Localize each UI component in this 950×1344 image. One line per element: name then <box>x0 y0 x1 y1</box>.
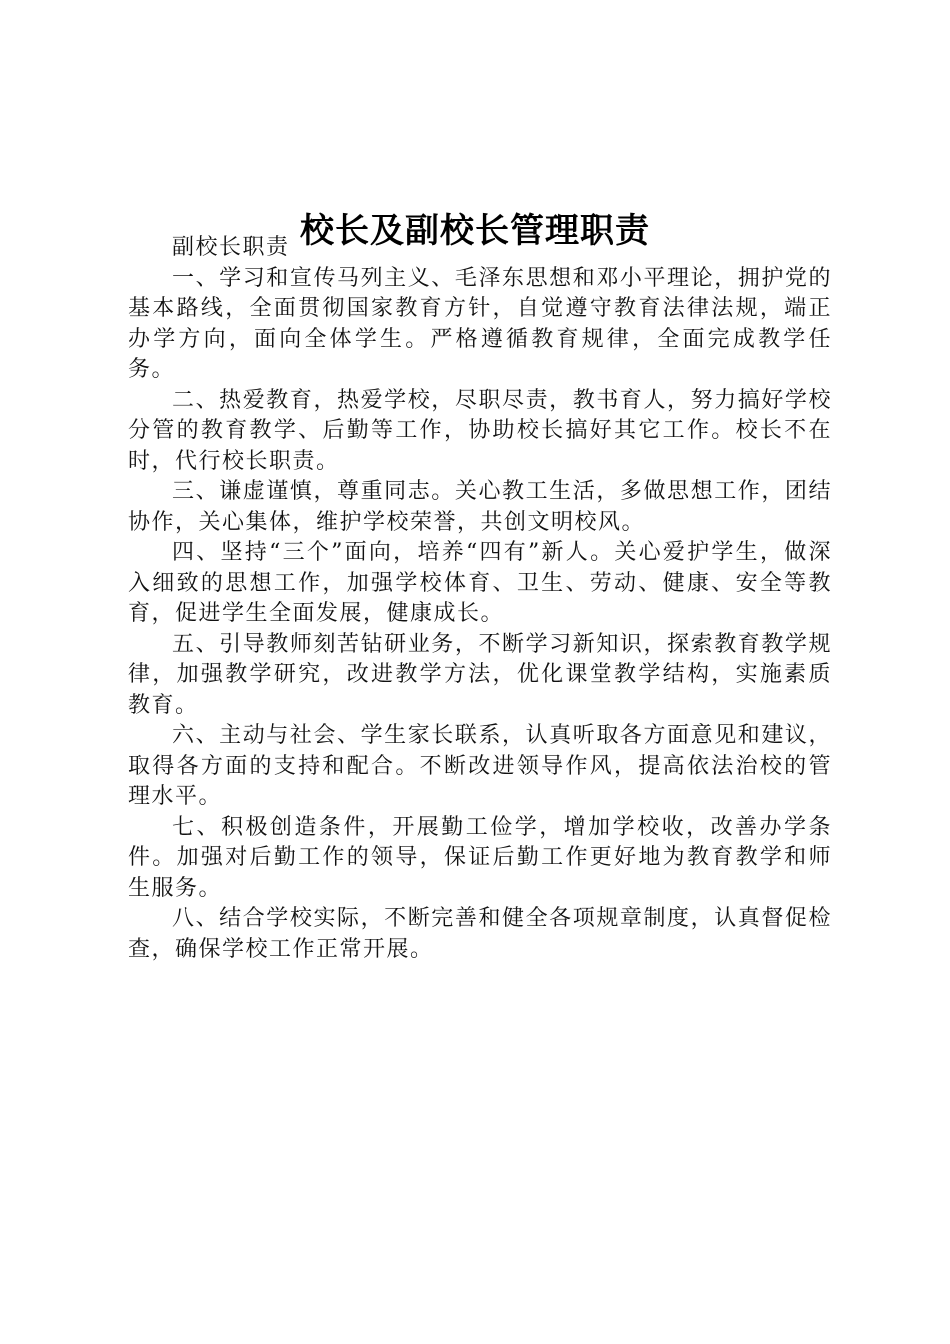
paragraph-4: 四、坚持“三个”面向，培养“四有”新人。关心爱护学生，做深入细致的思想工作，加强学校体育、卫生、劳动、健康、安全等教育，促进学生全面发展，健康成长。 <box>128 540 832 626</box>
section-heading: 副校长职责 <box>172 235 290 260</box>
paragraph-3: 三、谦虚谨慎，尊重同志。关心教工生活，多做思想工作，团结协作，关心集体，维护学校荣誉，共创文明校风。 <box>128 479 832 535</box>
document-title: 校长及副校长管理职责 <box>300 210 650 251</box>
paragraph-1: 一、学习和宣传马列主义、毛泽东思想和邓小平理论，拥护党的基本路线，全面贯彻国家教育方针，自觉遵守教育法律法规，端正办学方向，面向全体学生。严格遵循教育规律，全面完成教学任务。 <box>128 265 832 382</box>
paragraph-6: 六、主动与社会、学生家长联系，认真听取各方面意见和建议，取得各方面的支持和配合。不断改进领导作风，提高依法治校的管理水平。 <box>128 723 832 809</box>
paragraph-8: 八、结合学校实际，不断完善和健全各项规章制度，认真督促检查，确保学校工作正常开展。 <box>128 906 832 962</box>
paragraph-5: 五、引导教师刻苦钻研业务，不断学习新知识，探索教育教学规律，加强教学研究，改进教学方法，优化课堂教学结构，实施素质教育。 <box>128 631 832 718</box>
paragraph-2: 二、热爱教育，热爱学校，尽职尽责，教书育人，努力搞好学校分管的教育教学、后勤等工作，协助校长搞好其它工作。校长不在时，代行校长职责。 <box>128 387 832 474</box>
document-body <box>128 233 832 965</box>
paragraph-7: 七、积极创造条件，开展勤工俭学，增加学校收，改善办学条件。加强对后勤工作的领导，保证后勤工作更好地为教育教学和师生服务。 <box>128 814 832 901</box>
